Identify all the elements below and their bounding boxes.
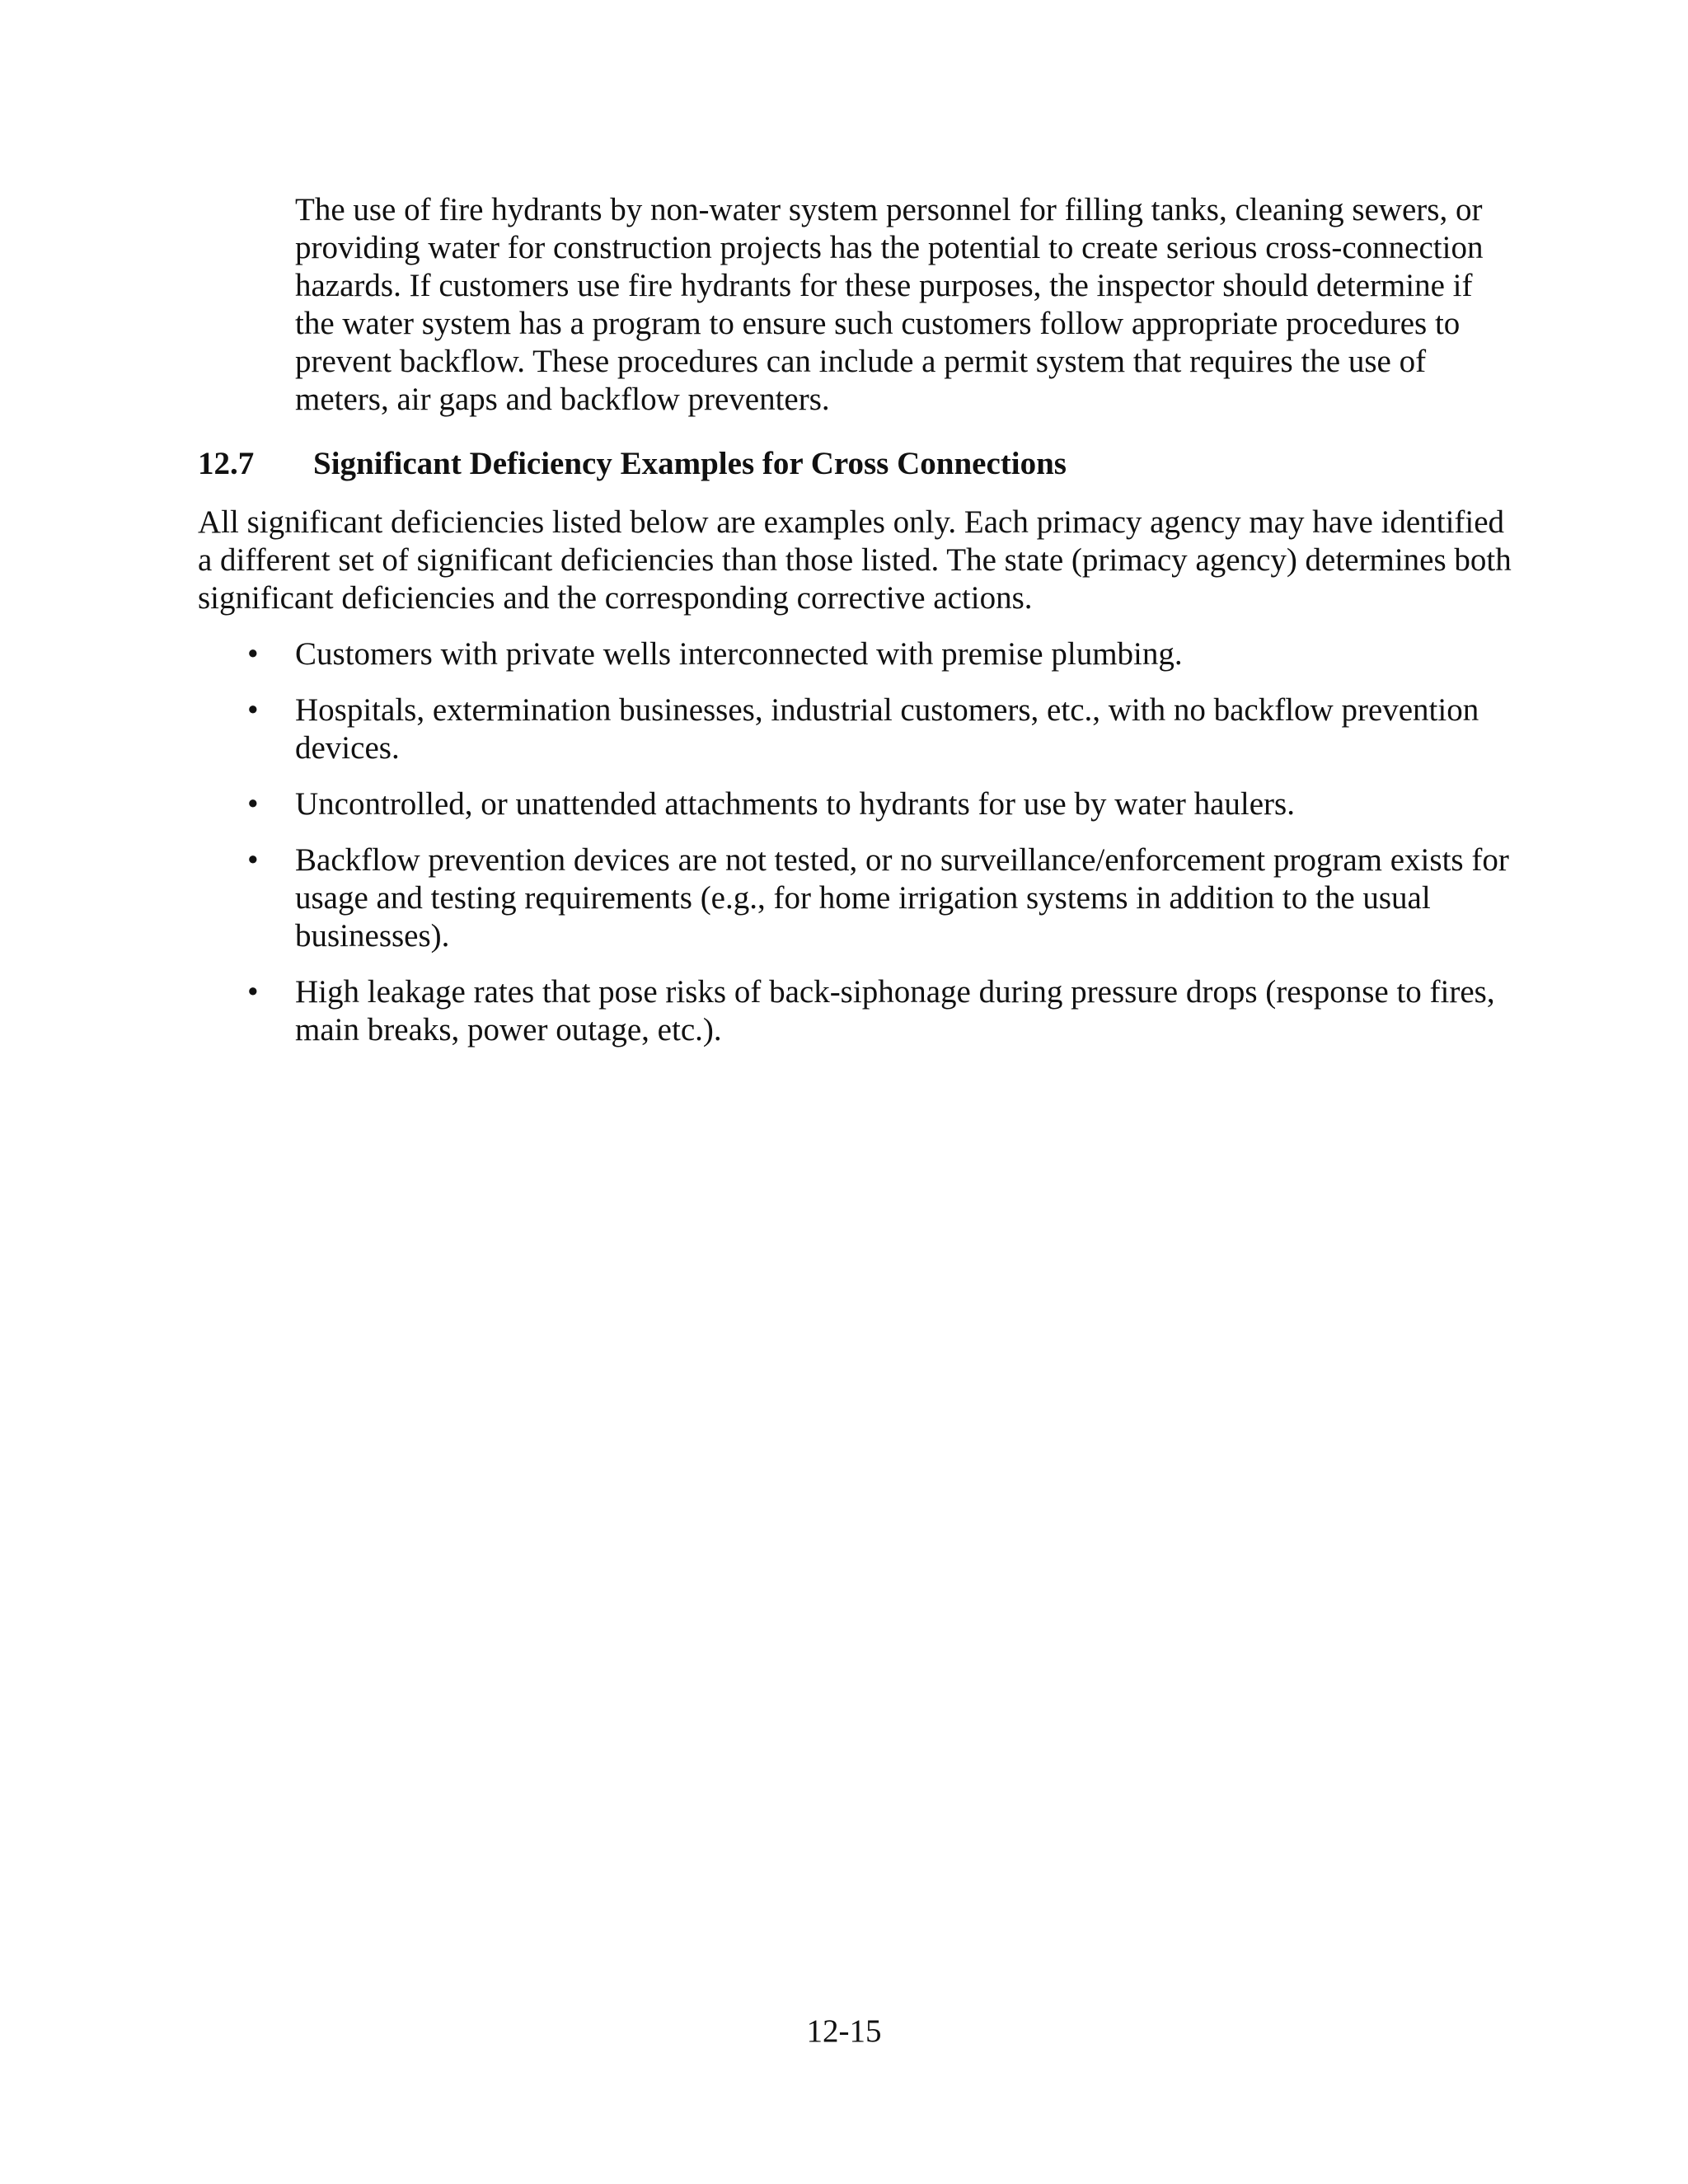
bullet-icon: • [247, 842, 259, 878]
list-item [198, 841, 1517, 955]
list-item [198, 635, 1517, 673]
deficiency-list [198, 635, 1517, 1067]
list-item [198, 691, 1517, 767]
bullet-icon: • [247, 692, 259, 728]
list-item-text: Uncontrolled, or unattended attachments to hydrants for use by water haulers. [295, 786, 1295, 822]
list-item-text: Customers with private wells interconnected with premise plumbing. [295, 636, 1183, 672]
section-heading [198, 445, 1067, 483]
bullet-icon: • [247, 636, 259, 672]
list-item-text: High leakage rates that pose risks of back-siphonage during pressure drops (response to fires, main breaks, power outage, etc.). [295, 974, 1495, 1047]
section-title: Significant Deficiency Examples for Cross Connections [313, 446, 1067, 481]
intro-paragraph: The use of fire hydrants by non-water system personnel for filling tanks, cleaning sewers, or providing water for construction projects has the potential to create serious cross-connection hazards. If customers use fire hydrants for these purposes, the inspector should determine if the water system has a program to ensure such customers follow appropriate procedures to prevent backflow. These procedures can include a permit system that requires the use of meters, air gaps and backflow preventers. [295, 192, 1484, 417]
section-number: 12.7 [198, 446, 255, 481]
page-number: 12-15 [806, 2013, 882, 2049]
list-item-text: Backflow prevention devices are not tested, or no surveillance/enforcement program exists for usage and testing requirements (e.g., for home irrigation systems in addition to the usual businesses). [295, 842, 1509, 954]
list-item-text: Hospitals, extermination businesses, industrial customers, etc., with no backflow prevention devices. [295, 692, 1479, 766]
list-item [198, 973, 1517, 1049]
list-item [198, 785, 1517, 823]
summary-paragraph: All significant deficiencies listed below are examples only. Each primacy agency may have identified a different set of significant deficiencies than those listed. The state (primacy agency) determines both significant deficiencies and the corresponding corrective actions. [198, 504, 1512, 616]
bullet-icon: • [247, 786, 259, 822]
bullet-icon: • [247, 974, 259, 1010]
